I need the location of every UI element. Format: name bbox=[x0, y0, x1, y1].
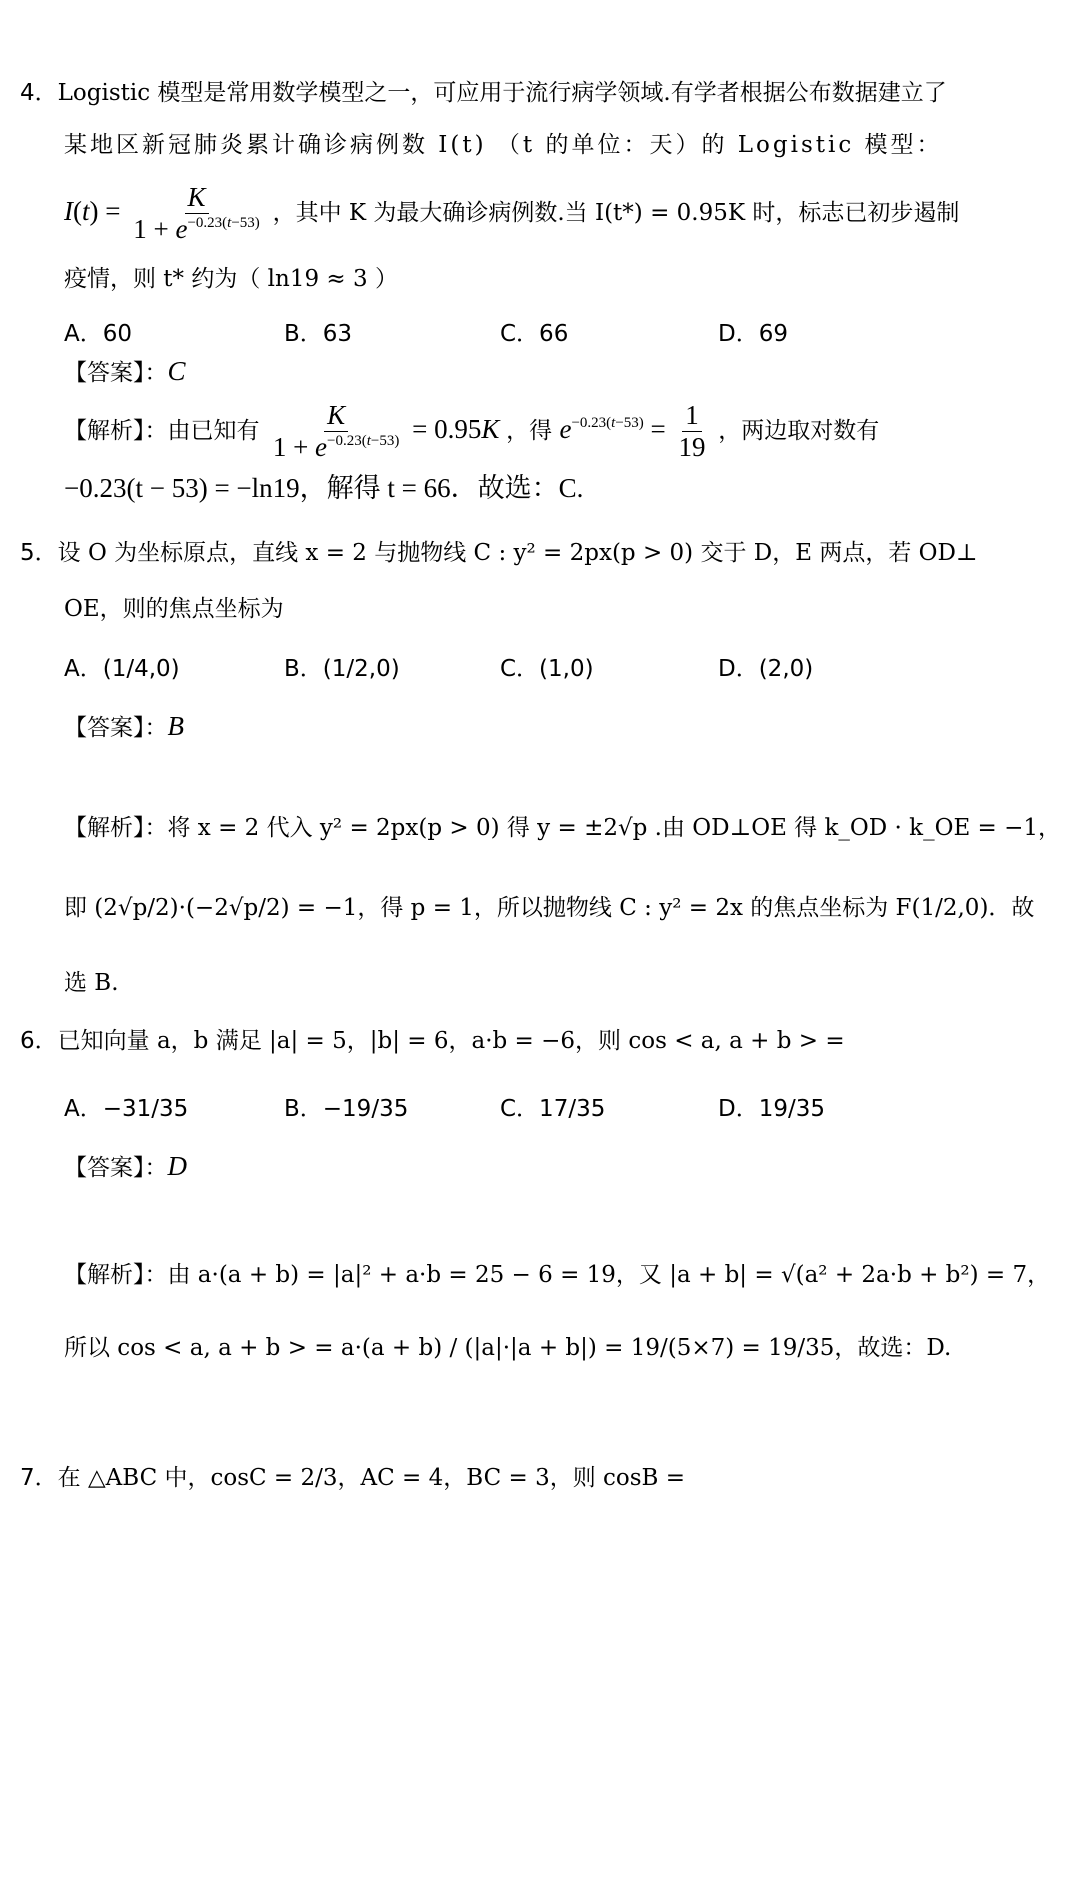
q4-analysis1a: 由已知有 bbox=[167, 417, 260, 444]
q5-analysis-label: 【解析】： bbox=[64, 815, 168, 841]
q4-formula: I(t) = $\frac{K}{1 + e^{-0.23(t-53)}}$ bbox=[64, 182, 260, 245]
q5-line1 bbox=[20, 540, 978, 568]
q6-answer bbox=[64, 1150, 187, 1183]
q4-answer-value: C bbox=[167, 356, 186, 386]
q6-number: 6． bbox=[20, 1028, 58, 1054]
q4-line3 bbox=[64, 182, 959, 245]
q4-analysis1c: ，两边取对数有 bbox=[718, 417, 880, 444]
q5-answer-value: B bbox=[167, 711, 184, 741]
q5-analysis3: 选 B. bbox=[64, 970, 119, 996]
q4-analysis-line2 bbox=[64, 472, 583, 504]
q4-analysis2: −0.23(t − 53) = −ln19，解得 t = 66．故选：C. bbox=[64, 473, 584, 503]
q4-answer-label: 【答案】： bbox=[64, 360, 168, 386]
q5-text2: OE，则的焦点坐标为 bbox=[64, 596, 284, 622]
q6-option-d: D．19/35 bbox=[718, 1096, 825, 1122]
q6-analysis1: 由 a·(a + b) = |a|² + a·b = 25 − 6 = 19，又 |a + b| = √(a² + 2a·b + b²) = 7， bbox=[167, 1262, 1051, 1288]
q7-text1: 在 △ABC 中，cosC = 2/3，AC = 4，BC = 3，则 cosB = bbox=[57, 1465, 686, 1491]
q5-analysis-line3 bbox=[64, 970, 119, 998]
q6-option-a: A．−31/35 bbox=[64, 1096, 189, 1122]
q5-analysis-line1 bbox=[64, 815, 1061, 843]
q5-analysis-line2 bbox=[64, 895, 1034, 923]
q5-text1: 设 O 为坐标原点，直线 x = 2 与抛物线 C : y² = 2px(p > 0) 交于 D，E 两点，若 OD⊥ bbox=[57, 540, 978, 566]
q4-analysis-eq2: $e^{-0.23(t-53)}$ = $\frac{1}{19}$ bbox=[559, 400, 706, 463]
q4-line1 bbox=[20, 80, 947, 108]
q6-options bbox=[64, 1090, 964, 1130]
q4-text4: 疫情，则 t* 约为（ ln19 ≈ 3 ） bbox=[64, 266, 398, 292]
q6-analysis-line1 bbox=[64, 1262, 1050, 1290]
q4-line4 bbox=[64, 266, 398, 294]
q5-analysis1: 将 x = 2 代入 y² = 2px(p > 0) 得 y = ±2√p .由 OD⊥OE 得 k_OD · k_OE = −1， bbox=[167, 815, 1062, 841]
q4-options bbox=[64, 315, 964, 347]
q7-line1 bbox=[20, 1465, 685, 1493]
q5-answer bbox=[64, 710, 184, 743]
q6-text1: 已知向量 a，b 满足 |a| = 5，|b| = 6，a·b = −6，则 cos < a, a + b > = bbox=[57, 1028, 845, 1054]
q5-option-d: D．(2,0) bbox=[718, 656, 814, 682]
q5-line2 bbox=[64, 596, 284, 624]
q7-number: 7． bbox=[20, 1465, 58, 1491]
q6-option-c: C．17/35 bbox=[500, 1096, 606, 1122]
q4-analysis1b: ，得 bbox=[506, 417, 553, 444]
q4-number: 4． bbox=[20, 80, 58, 106]
q6-analysis2: 所以 cos < a, a + b > = a·(a + b) / (|a|·|a + b|) = 19/(5×7) = 19/35，故选：D. bbox=[64, 1335, 952, 1361]
q4-option-a: A．60 bbox=[64, 321, 133, 347]
q5-number: 5． bbox=[20, 540, 58, 566]
q5-options bbox=[64, 650, 964, 690]
q4-answer bbox=[64, 355, 186, 388]
q4-text3: ，其中 K 为最大确诊病例数.当 I(t*) = 0.95K 时，标志已初步遏制 bbox=[272, 199, 960, 226]
q5-answer-label: 【答案】： bbox=[64, 715, 168, 741]
q4-text1: Logistic 模型是常用数学模型之一，可应用于流行病学领域.有学者根据公布数据建立了 bbox=[57, 80, 947, 106]
q4-option-b: B．63 bbox=[284, 321, 353, 347]
q4-text2: 某地区新冠肺炎累计确诊病例数 I(t) （t 的单位：天）的 Logistic 模型： bbox=[64, 132, 943, 158]
q4-analysis-line1 bbox=[64, 400, 879, 463]
q6-option-b: B．−19/35 bbox=[284, 1096, 409, 1122]
q4-line2 bbox=[64, 132, 943, 160]
q4-analysis-label: 【解析】： bbox=[64, 417, 168, 444]
q6-analysis-line2 bbox=[64, 1335, 951, 1363]
q5-option-a: A．(1/4,0) bbox=[64, 656, 180, 682]
q4-option-d: D．69 bbox=[718, 321, 788, 347]
q6-line1 bbox=[20, 1028, 845, 1056]
q6-answer-value: D bbox=[167, 1151, 187, 1181]
q4-analysis-eq1: $\frac{K}{1 + e^{-0.23(t-53)}}$ = 0.95K bbox=[272, 400, 500, 463]
q6-analysis-label: 【解析】： bbox=[64, 1262, 168, 1288]
q6-answer-label: 【答案】： bbox=[64, 1155, 168, 1181]
q5-analysis2: 即 (2√p/2)·(−2√p/2) = −1，得 p = 1，所以抛物线 C : y² = 2x 的焦点坐标为 F(1/2,0)．故 bbox=[64, 895, 1035, 921]
q4-option-c: C．66 bbox=[500, 321, 569, 347]
q5-option-c: C．(1,0) bbox=[500, 656, 594, 682]
q5-option-b: B．(1/2,0) bbox=[284, 656, 400, 682]
